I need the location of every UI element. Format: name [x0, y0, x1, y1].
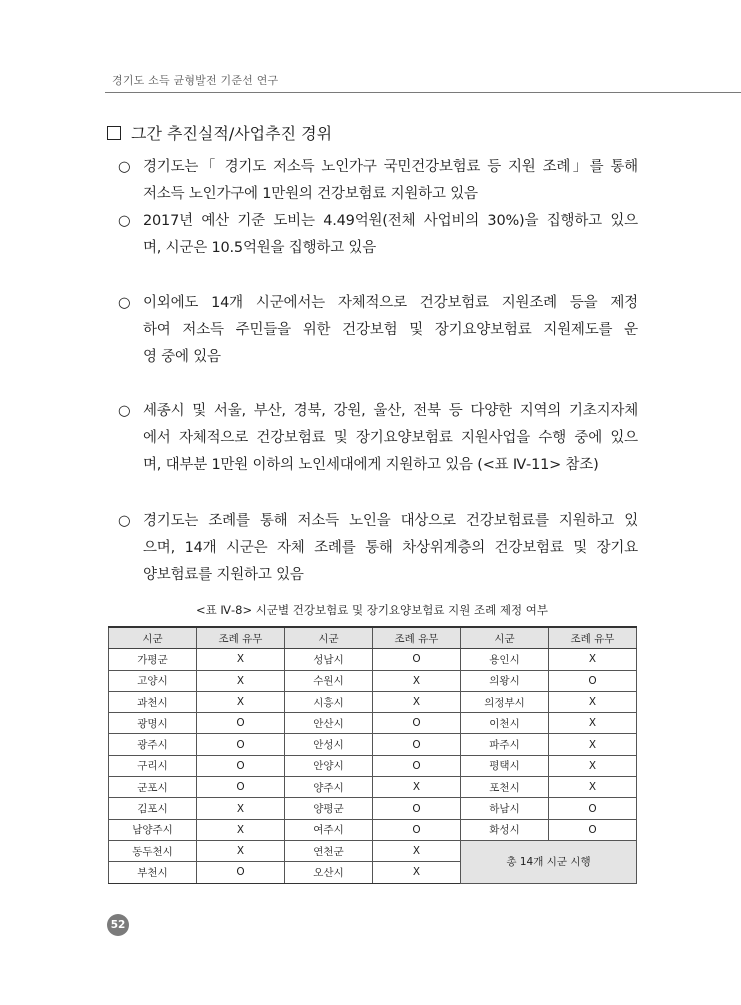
table-cell: O — [373, 819, 461, 840]
table-cell: 수원시 — [285, 670, 373, 691]
table-cell: O — [373, 649, 461, 670]
table-cell: 광주시 — [109, 734, 197, 755]
checkbox-square-icon — [107, 126, 121, 140]
table-cell: X — [549, 755, 637, 776]
table-cell: O — [197, 862, 285, 883]
table-cell: X — [373, 670, 461, 691]
circle-bullet-icon: ○ — [118, 403, 131, 419]
table-cell: O — [373, 713, 461, 734]
table-cell: 안산시 — [285, 713, 373, 734]
table-cell: 하남시 — [461, 798, 549, 819]
table-cell: 포천시 — [461, 777, 549, 798]
table-cell: 양주시 — [285, 777, 373, 798]
table-cell: 이천시 — [461, 713, 549, 734]
page-number-badge: 52 — [107, 914, 129, 936]
bullet-text-line: 영 중에 있음 — [143, 349, 221, 365]
table-cell: 군포시 — [109, 777, 197, 798]
table-cell: X — [549, 713, 637, 734]
table-cell: O — [373, 734, 461, 755]
bullet-text-line: 으며, 14개 시군은 자체 조례를 통해 차상위계층의 건강보험료 및 장기요 — [143, 540, 638, 556]
bullet-text-line: 경기도는「 경기도 저소득 노인가구 국민건강보험료 등 지원 조례」를 통해 — [143, 159, 638, 175]
table-row — [109, 840, 637, 861]
table-cell: 구리시 — [109, 755, 197, 776]
bullet-text-line: 경기도는 조례를 통해 저소득 노인을 대상으로 건강보험료를 지원하고 있 — [143, 513, 638, 529]
bullet-item — [118, 290, 638, 371]
bullet-text-line: 세종시 및 서울, 부산, 경북, 강원, 울산, 전북 등 다양한 지역의 기초지자체 — [143, 403, 638, 419]
column-header: 조례 유무 — [373, 627, 461, 649]
table-cell: X — [549, 691, 637, 712]
table-cell: X — [373, 840, 461, 861]
table-row — [109, 777, 637, 798]
column-header: 조례 유무 — [197, 627, 285, 649]
table-cell: X — [197, 798, 285, 819]
table-cell: 파주시 — [461, 734, 549, 755]
table-row — [109, 649, 637, 670]
table-cell: 시흥시 — [285, 691, 373, 712]
bullet-item — [118, 208, 638, 262]
table-cell: 의정부시 — [461, 691, 549, 712]
bullet-text-line: 양보험료를 지원하고 있음 — [143, 567, 304, 583]
table-caption: <표 Ⅳ-8> 시군별 건강보험료 및 장기요양보험료 지원 조례 제정 여부 — [196, 603, 548, 617]
table-cell: 고양시 — [109, 670, 197, 691]
running-header: 경기도 소득 균형발전 기준선 연구 — [112, 74, 279, 87]
table-cell: X — [549, 777, 637, 798]
table-row — [109, 691, 637, 712]
table-row — [109, 670, 637, 691]
table-cell: O — [373, 755, 461, 776]
table-cell: 여주시 — [285, 819, 373, 840]
table-cell: O — [197, 713, 285, 734]
table-cell: 안성시 — [285, 734, 373, 755]
table-cell: 의왕시 — [461, 670, 549, 691]
table-cell: 연천군 — [285, 840, 373, 861]
circle-bullet-icon: ○ — [118, 159, 131, 175]
column-header: 시군 — [461, 627, 549, 649]
table-cell: O — [549, 819, 637, 840]
table-row — [109, 798, 637, 819]
table-cell: O — [197, 755, 285, 776]
column-header: 조례 유무 — [549, 627, 637, 649]
circle-bullet-icon: ○ — [118, 513, 131, 529]
table-cell: X — [373, 691, 461, 712]
table-cell: O — [549, 670, 637, 691]
table-cell: X — [373, 777, 461, 798]
table-cell: 가평군 — [109, 649, 197, 670]
table-row — [109, 819, 637, 840]
table-cell: X — [197, 819, 285, 840]
table-row — [109, 755, 637, 776]
table-cell: X — [549, 649, 637, 670]
column-header: 시군 — [285, 627, 373, 649]
table-row — [109, 713, 637, 734]
table-cell: 양평군 — [285, 798, 373, 819]
table-cell: 평택시 — [461, 755, 549, 776]
table-cell: 화성시 — [461, 819, 549, 840]
table-cell: 과천시 — [109, 691, 197, 712]
table-cell: X — [197, 670, 285, 691]
section-heading — [107, 121, 332, 144]
table-cell: 부천시 — [109, 862, 197, 883]
table-cell: 동두천시 — [109, 840, 197, 861]
bullet-text-line: 이외에도 14개 시군에서는 자체적으로 건강보험료 지원조례 등을 제정 — [143, 295, 638, 311]
bullet-text-line: 며, 시군은 10.5억원을 집행하고 있음 — [143, 240, 377, 256]
table-cell: X — [549, 734, 637, 755]
table-cell: 안양시 — [285, 755, 373, 776]
table-cell: 성남시 — [285, 649, 373, 670]
bullet-text-line: 며, 대부분 1만원 이하의 노인세대에게 지원하고 있음 (<표 Ⅳ-11> 참조) — [143, 457, 599, 473]
header-divider — [105, 92, 741, 93]
table-cell: 김포시 — [109, 798, 197, 819]
table-cell: O — [197, 734, 285, 755]
circle-bullet-icon: ○ — [118, 295, 131, 311]
table-cell: X — [197, 691, 285, 712]
table-cell: X — [197, 649, 285, 670]
table-cell: O — [197, 777, 285, 798]
table-cell: O — [549, 798, 637, 819]
section-title: 그간 추진실적/사업추진 경위 — [131, 124, 333, 143]
table-header-row — [109, 627, 637, 649]
table-cell: O — [373, 798, 461, 819]
bullet-text-line: 저소득 노인가구에 1만원의 건강보험료 지원하고 있음 — [143, 186, 478, 202]
table-row — [109, 734, 637, 755]
summary-cell: 총 14개 시군 시행 — [461, 840, 637, 883]
bullet-item — [118, 154, 638, 208]
table-cell: 용인시 — [461, 649, 549, 670]
table-cell: X — [373, 862, 461, 883]
bullet-item — [118, 398, 638, 479]
bullet-item — [118, 508, 638, 589]
table-cell: 남양주시 — [109, 819, 197, 840]
table-cell: 오산시 — [285, 862, 373, 883]
table-cell: X — [197, 840, 285, 861]
ordinance-table — [108, 626, 637, 884]
bullet-text-line: 에서 자체적으로 건강보험료 및 장기요양보험료 지원사업을 수행 중에 있으 — [143, 430, 638, 446]
table-cell: 광명시 — [109, 713, 197, 734]
bullet-text-line: 하여 저소득 주민들을 위한 건강보험 및 장기요양보험료 지원제도를 운 — [143, 322, 638, 338]
circle-bullet-icon: ○ — [118, 213, 131, 229]
column-header: 시군 — [109, 627, 197, 649]
bullet-text-line: 2017년 예산 기준 도비는 4.49억원(전체 사업비의 30%)을 집행하고 있으 — [143, 213, 638, 229]
